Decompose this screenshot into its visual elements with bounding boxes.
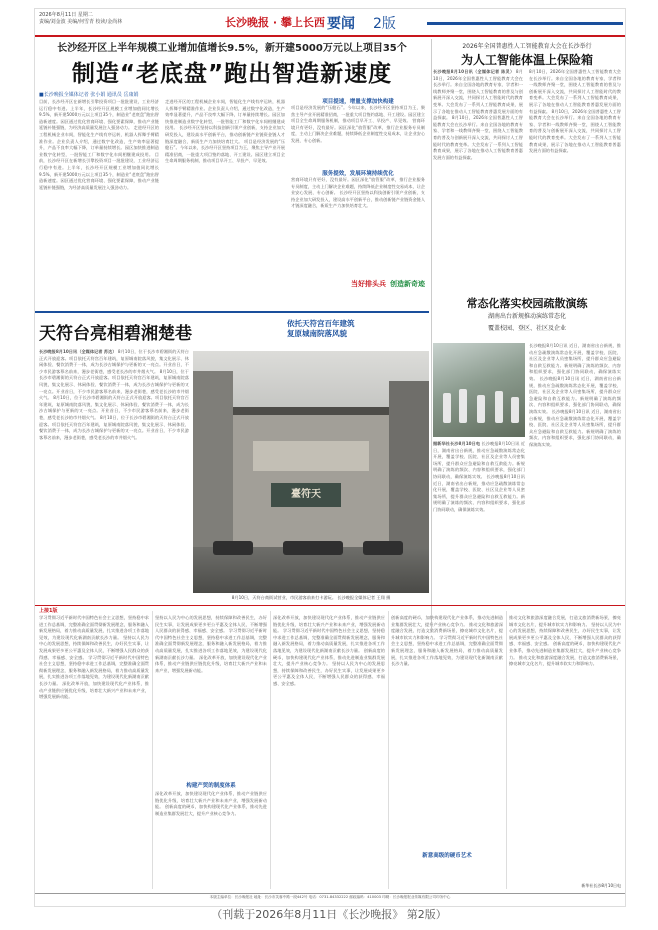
- story2-headline: 天符台亮相碧湘楚巷: [39, 324, 192, 344]
- masthead-meta: [39, 12, 122, 26]
- lower-col3: 深化改革开放，加快建设现代化产业体系，推动产业链供应链优化升级，培育壮大新兴产业和未来产业，增强发展新动能。 学习贯彻习近平新时代中国特色社会主义思想，坚持稳中求进工作总基调，完整准确全面贯彻新发展理念，服务和融入新发展格局，着力推动高质量发展，扎实推进各项工作落地见效，为建设现代化新湖南贡献长沙力量。 创新高度的硬币，加快构建现代化产业体系，推动先进制造业集群发展壮大，提升产业核心竞争力。 坚持以人民为中心的发展思想，持续保障和改善民生，办好民生实事，让发展成果更多更公平惠及全体人民，不断增强人民群众的获得感、幸福感、安全感。: [273, 615, 385, 686]
- drill-photo: [433, 343, 525, 437]
- lower-rule: [35, 605, 625, 606]
- lower-col2: 坚持以人民为中心的发展思想，持续保障和改善民生，办好民生实事，让发展成果更多更公平惠及全体人民，不断增强人民群众的获得感、幸福感、安全感。 学习贯彻习近平新时代中国特色社会主义思想，坚持稳中求进工作总基调，完整准确全面贯彻新发展理念，服务和融入新发展格局，着力推动高质量发展，扎实推进各项工作落地见效，为建设现代化新湖南贡献长沙力量。 深化改革开放，加快建设现代化产业体系，推动产业链供应链优化升级，培育壮大新兴产业和未来产业，增强发展新动能。: [155, 615, 267, 673]
- shop-sign: 臺符天: [271, 483, 341, 507]
- lead-headline: 制造“老底盘”跑出智造新速度: [71, 61, 393, 87]
- lower-credit: 新华社长沙8月10日电: [581, 883, 621, 888]
- continued-label: 上接1版: [39, 608, 58, 614]
- lower-col5: 推动文化和旅游深度融合发展，打造文旅消费新场景，擦亮城市文化名片，提升城市软实力和影响力。 坚持以人民为中心的发展思想，持续保障和改善民生，办好民生实事，让发展成果更多更公平惠及全体人民，不断增强人民群众的获得感、幸福感、安全感。 创新高度的硬币，加快构建现代化产业体系，推动先进制造业集群发展壮大，提升产业核心竞争力。 推动文化和旅游深度融合发展，打造文旅消费新场景，擦亮城市文化名片，提升城市软实力和影响力。: [509, 615, 621, 667]
- lead-body-col1: 目前，长沙经开区在新增长引擎投资项目一批批建设，工业经济运行稳中有进。上半年，长沙经开区规模工业增加值同比增长9.5%，新开建5000万元以上项目35个，制造业“老底盘”跑出智造新速度。园区通过优化营商环境、强化要素保障，推动产业链延链补链强链，为经济高质量发展注入强劲动力。 走进经开区的工程机械企业车间，智能化生产线有序运转，机器人挥舞手臂精准作业。企业负责人介绍，通过数字化改造，生产效率显著提升，产品不良率大幅下降，订单量持续增长。园区加快推进制造业数字化转型，一批智能工厂和数字化车间相继建成投用。 目前，长沙经开区在新增长引擎投资项目一批批建设，工业经济运行稳中有进。上半年，长沙经开区规模工业增加值同比增长9.5%，新开建5000万元以上项目35个，制造业“老底盘”跑出智造新速度。园区通过优化营商环境、强化要素保障，推动产业链延链补链强链，为经济高质量发展注入强劲动力。: [39, 99, 159, 190]
- right-body-col2: 8月10日，2026年全国普惠性人工智能教育大会在长沙举行。来自全国各地的教育专家、学者和一线教师齐聚一堂，围绕人工智能教育的普及与创新展开深入交流，共同探讨人工智能时代的教育变革。大会发布了一系列人工智能教育成果，展示了各地在推动人工智能教育普惠发展方面的有益探索。 8月10日，2026年全国普惠性人工智能教育大会在长沙举行。来自全国各地的教育专家、学者和一线教师齐聚一堂，围绕人工智能教育的普及与创新展开深入交流，共同探讨人工智能时代的教育变革。大会发布了一系列人工智能教育成果，展示了各地在推动人工智能教育普惠发展方面的有益探索。: [529, 69, 621, 154]
- lead-body-col3: 项目是经济发展的“压舱石”。今年以来，长沙经开区坚持项目为王，聚焦主导产业开展精准招商，一批重大项目签约落地、开工建设。园区建立项目全生命周期服务机制，推动项目早开工、早投产、早见效。 营商环境只有更好，没有最好。园区深化“放管服”改革，推行企业服务专员制度，主动上门解决企业难题，持续降低企业制度性交易成本，让企业安心发展、专心创新。: [291, 105, 425, 143]
- lead-subtitle: 长沙经开区上半年规模工业增加值增长9.5%，新开建5000万元以上项目35个: [57, 43, 407, 54]
- promo-badge: [349, 271, 429, 291]
- lead-body-col4: 营商环境只有更好，没有最好。园区深化“放管服”改革，推行企业服务专员制度，主动上门解决企业难题，持续降低企业制度性交易成本，让企业安心发展、专心创新。 长沙经开区坚持以科技创新引领产业创新，支持企业加大研发投入，建设高水平创新平台，推动创新链产业链资金链人才链深度融合，新质生产力加快培育壮大。: [291, 177, 425, 209]
- lead-section-head-1: 项目提速，增量支撑加快构建: [322, 99, 394, 105]
- paper-logo: 长沙晚报 · 攀上长西: [225, 16, 325, 29]
- story2-subheads: 依托天符宫百年建筑 复原城南院落风貌: [287, 319, 355, 338]
- date-line: 2026年8月11日 星期二: [39, 12, 93, 18]
- right-subtitle-3: 覆盖校园、登区、社区及企业: [487, 325, 566, 332]
- lead-byline: ■长沙晚报全媒体记者 张小娟 通讯员 岳康娟: [39, 92, 139, 98]
- lower-col1: 学习贯彻习近平新时代中国特色社会主义思想，坚持稳中求进工作总基调，完整准确全面贯彻新发展理念，服务和融入新发展格局，着力推动高质量发展，扎实推进各项工作落地见效，为建设现代化新湖南贡献长沙力量。 坚持以人民为中心的发展思想，持续保障和改善民生，办好民生实事，让发展成果更多更公平惠及全体人民，不断增强人民群众的获得感、幸福感、安全感。 学习贯彻习近平新时代中国特色社会主义思想，坚持稳中求进工作总基调，完整准确全面贯彻新发展理念，服务和融入新发展格局，着力推动高质量发展，扎实推进各项工作落地见效，为建设现代化新湖南贡献长沙力量。 深化改革开放，加快建设现代化产业体系，推动产业链供应链优化升级，培育壮大新兴产业和未来产业，增强发展新动能。: [39, 615, 149, 700]
- photo-caption: 8月10日，天符台商街试营业，市民游客前来打卡游玩。 长沙晚报全媒体记者 王翔 摄: [231, 595, 391, 600]
- right-body-col3: 长沙晚报8月10日讯 近日，湖南省出台新规，推动应急疏散演练常态化开展，覆盖学校、医院、社区及企业等人员密集场所，提升群众应急避险和自救互救能力。新规明确了演练的频次、内容和组织要求，强化部门协同联动，确保演练实效。 长沙晚报8月10日讯 近日，湖南省出台新规，推动应急疏散演练常态化开展，覆盖学校、医院、社区及企业等人员密集场所，提升群众应急避险和自救互救能力。新规明确了演练的频次、内容和组织要求，强化部门协同联动，确保演练实效。 长沙晚报8月10日讯 近日，湖南省出台新规，推动应急疏散演练常态化开展，覆盖学校、医院、社区及企业等人员密集场所，提升群众应急避险和自救互救能力。新规明确了演练的频次、内容和组织要求，强化部门协同联动，确保演练实效。: [529, 343, 621, 447]
- lower-head-2: 新意高级的硬币艺术: [422, 853, 472, 859]
- column-divider: [431, 39, 432, 629]
- page-number: 2版: [373, 16, 396, 32]
- section-name: 要闻: [327, 16, 355, 32]
- story2-body: 长沙晚报8月10日讯（全媒体记者 苏达） 8月10日，位于长沙市碧湘街的天符台正式开放迎客。项目依托天符宫百年建筑，复原城南院落风貌，集文化展示、休闲体验、餐饮消费于一体，成为长沙古城保护与更新的又一亮点。开业首日，不少市民游客慕名前来，漫步老街巷，感受老长沙的市井烟火气。 8月10日，位于长沙市碧湘街的天符台正式开放迎客。项目依托天符宫百年建筑，复原城南院落风貌，集文化展示、休闲体验、餐饮消费于一体，成为长沙古城保护与更新的又一亮点。开业首日，不少市民游客慕名前来，漫步老街巷，感受老长沙的市井烟火气。 8月10日，位于长沙市碧湘街的天符台正式开放迎客。项目依托天符宫百年建筑，复原城南院落风貌，集文化展示、休闲体验、餐饮消费于一体，成为长沙古城保护与更新的又一亮点。开业首日，不少市民游客慕名前来，漫步老街巷，感受老长沙的市井烟火气。 8月10日，位于长沙市碧湘街的天符台正式开放迎客。项目依托天符宫百年建筑，复原城南院落风貌，集文化展示、休闲体验、餐饮消费于一体，成为长沙古城保护与更新的又一亮点。开业首日，不少市民游客慕名前来，漫步老街巷，感受老长沙的市井烟火气。: [39, 349, 189, 440]
- page-footer: 本版主编单位：长沙晚报社 地址：长沙市芙蓉中路一段442号 电话：0731-84332222 邮政编码：410003 印刷：长沙晚报报业传媒有限公司印务中心: [35, 893, 625, 907]
- story2-rule: [35, 311, 429, 313]
- right-subtitle: 2026年全国普惠性人工智能教育大会在长沙举行: [462, 43, 592, 50]
- masthead-bar: [427, 22, 623, 25]
- right-headline: 为人工智能体温上保险箱: [460, 53, 593, 67]
- lead-section-head-2: 服务提效，发展环境持续优化: [322, 171, 394, 177]
- promo-tag-1: 当好排头兵: [351, 280, 386, 288]
- lower-col2b: 深化改革开放，加快建设现代化产业体系，推动产业链供应链优化升级，培育壮大新兴产业和未来产业，增强发展新动能。 创新高度的硬币，加快构建现代化产业体系，推动先进制造业集群发展壮大，提升产业核心竞争力。: [155, 791, 267, 816]
- right-headline-2: 常态化落实校园疏散演练: [466, 297, 588, 310]
- tianfu-photo: [193, 351, 429, 593]
- right-body-col4: 据新华社长沙8月10日电 长沙晚报8月10日讯 近日，湖南省出台新规，推动应急疏散演练常态化开展，覆盖学校、医院、社区及企业等人员密集场所，提升群众应急避险和自救互救能力。新规明确了演练的频次、内容和组织要求，强化部门协同联动，确保演练实效。 长沙晚报8月10日讯 近日，湖南省出台新规，推动应急疏散演练常态化开展，覆盖学校、医院、社区及企业等人员密集场所，提升群众应急避险和自救互救能力。新规明确了演练的频次、内容和组织要求，强化部门协同联动，确保演练实效。: [433, 441, 525, 512]
- editor-line: 责编/刘金波 美编/何雪青 校读/金尚林: [39, 19, 123, 25]
- lower-col4: 创新高度的硬币，加快构建现代化产业体系，推动先进制造业集群发展壮大，提升产业核心竞争力。 推动文化和旅游深度融合发展，打造文旅消费新场景，擦亮城市文化名片，提升城市软实力和影响力。 学习贯彻习近平新时代中国特色社会主义思想，坚持稳中求进工作总基调，完整准确全面贯彻新发展理念，服务和融入新发展格局，着力推动高质量发展，扎实推进各项工作落地见效，为建设现代化新湖南贡献长沙力量。: [391, 615, 503, 667]
- lead-body-col2: 走进经开区的工程机械企业车间，智能化生产线有序运转，机器人挥舞手臂精准作业。企业负责人介绍，通过数字化改造，生产效率显著提升，产品不良率大幅下降，订单量持续增长。园区加快推进制造业数字化转型，一批智能工厂和数字化车间相继建成投用。 长沙经开区坚持以科技创新引领产业创新，支持企业加大研发投入，建设高水平创新平台，推动创新链产业链资金链人才链深度融合，新质生产力加快培育壮大。 项目是经济发展的“压舱石”。今年以来，长沙经开区坚持项目为王，聚焦主导产业开展精准招商，一批重大项目签约落地、开工建设。园区建立项目全生命周期服务机制，推动项目早开工、早投产、早见效。: [165, 99, 285, 164]
- lower-head-1: 构建产贸的制度体系: [186, 783, 236, 789]
- promo-tag-2: 创造新奇迹: [390, 280, 425, 288]
- page-caption: （刊载于2026年8月11日《长沙晚报》 第2版）: [211, 908, 447, 921]
- masthead: [35, 9, 625, 37]
- right-body-col1: 长沙晚报8月10日讯（全媒体记者 陈灵） 8月10日，2026年全国普惠性人工智能教育大会在长沙举行。来自全国各地的教育专家、学者和一线教师齐聚一堂，围绕人工智能教育的普及与创新展开深入交流，共同探讨人工智能时代的教育变革。大会发布了一系列人工智能教育成果，展示了各地在推动人工智能教育普惠发展方面的有益探索。 8月10日，2026年全国普惠性人工智能教育大会在长沙举行。来自全国各地的教育专家、学者和一线教师齐聚一堂，围绕人工智能教育的普及与创新展开深入交流，共同探讨人工智能时代的教育变革。大会发布了一系列人工智能教育成果，展示了各地在推动人工智能教育普惠发展方面的有益探索。: [433, 69, 523, 160]
- newspaper-page: [34, 8, 626, 907]
- right-subtitle-2: 湖南出台新规推动演练常态化: [487, 313, 566, 320]
